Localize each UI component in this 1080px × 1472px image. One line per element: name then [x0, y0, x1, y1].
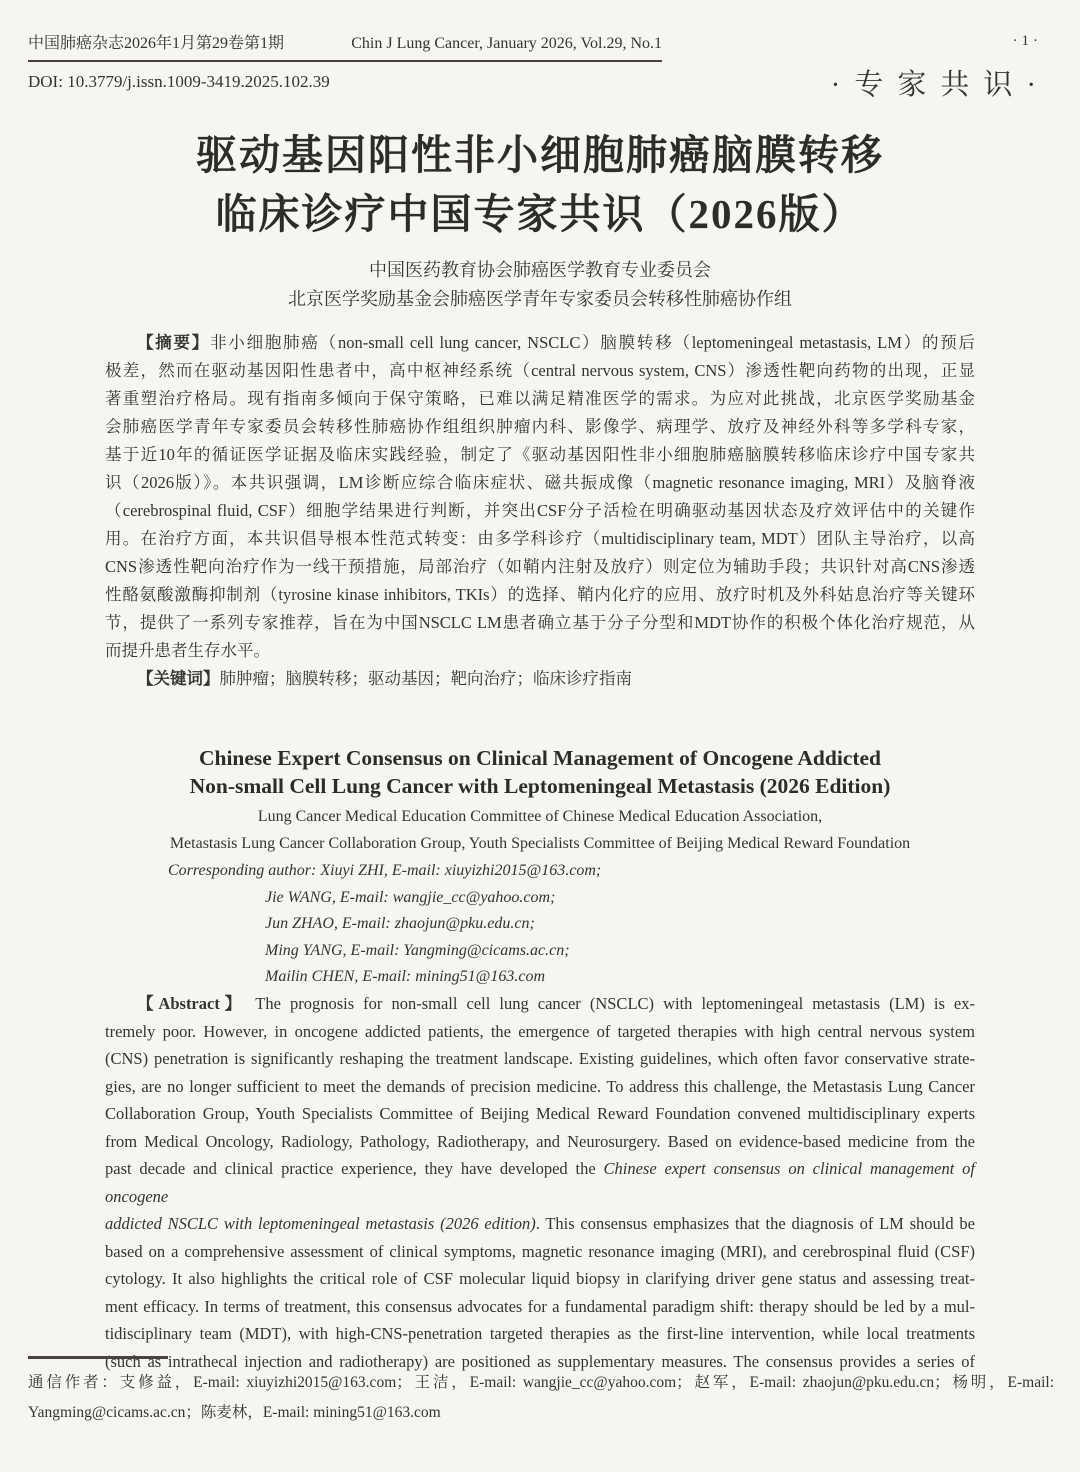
journal-header [28, 30, 662, 62]
affiliation-cn-line2: 北京医学奖励基金会肺癌医学青年专家委员会转移性肺癌协作组 [288, 289, 792, 309]
abstract-en-line: based on a comprehensive assessment of clinical symptoms, magnetic resonance imaging (MRI), and cerebrospinal fluid (CSF) [105, 1241, 975, 1261]
article-title-en [0, 744, 1080, 800]
journal-title-en: Chin J Lung Cancer, January 2026, Vol.29, No.1 [351, 35, 662, 52]
footnote-line: Yangming@cicams.ac.cn；陈麦林，E-mail: mining51@163.com [28, 1404, 441, 1421]
footnote-corresponding [28, 1368, 1054, 1428]
page-number: ·1· [1012, 33, 1042, 49]
abstract-cn-line: 会肺癌医学青年专家委员会转移性肺癌协作组组织肿瘤内科、影像学、病理学、放疗及神经外科等多学科专家， [105, 417, 975, 436]
article-title-cn [0, 126, 1080, 244]
abstract-en-line: tremely poor. However, in oncogene addicted patients, the emergence of targeted therapies with high central nervous system [105, 1021, 975, 1041]
abstract-cn-line: 节，提供了一系列专家推荐，旨在为中国NSCLC LM患者确立基于分子分型和MDT协作的积极个体化治疗规范，从 [105, 613, 975, 632]
footnote-line: 通信作者：支修益，E-mail: xiuyizhi2015@163.com；王洁，E-mail: wangjie_cc@yahoo.com；赵军，E-mail: zhaojun@pku.edu.cn；杨明，E-mail: [28, 1374, 1054, 1391]
abstract-en-line: past decade and clinical practice experience, they have developed the Chinese expert consensus on clinical management of oncogene [105, 1159, 975, 1206]
abstract-en-text: The prognosis for non-small cell lung cancer (NSCLC) with leptomeningeal metastasis (LM) is ex- [255, 994, 976, 1013]
abstract-cn-line: （cerebrospinal fluid, CSF）细胞学结果进行判断，并突出CSF分子活检在明确驱动基因状态及疗效评估中的关键作 [105, 501, 975, 520]
corresponding-entry: Jie WANG, E-mail: wangjie_cc@yahoo.com; [265, 888, 556, 906]
article-title-en-line1: Chinese Expert Consensus on Clinical Management of Oncogene Addicted [198, 746, 882, 770]
abstract-cn-line: 著重塑治疗格局。现有指南多倾向于保守策略，已难以满足精准医学的需求。为应对此挑战，北京医学奖励基金 [105, 389, 975, 408]
journal-title-cn: 中国肺癌杂志2026年1月第29卷第1期 [28, 35, 285, 52]
abstract-en-line [105, 990, 975, 1018]
keywords-cn-text: 肺肿瘤；脑膜转移；驱动基因；靶向治疗；临床诊疗指南 [219, 669, 632, 688]
keywords-cn-label: 【关键词】 [137, 670, 220, 688]
affiliation-en-line1: Lung Cancer Medical Education Committee of Chinese Medical Education Association, [257, 808, 823, 825]
abstract-cn-line: 而提升患者生存水平。 [105, 641, 270, 660]
abstract-cn-line: 基于近10年的循证医学证据及临床实践经验，制定了《驱动基因阳性非小细胞肺癌脑膜转移临床诊疗中国专家共 [105, 445, 975, 464]
affiliations-cn [0, 256, 1080, 314]
corresponding-entry: Mailin CHEN, E-mail: mining51@163.com [265, 968, 546, 985]
abstract-cn-line: 识（2026版）》。本共识强调，LM诊断应综合临床症状、磁共振成像（magnetic resonance imaging, MRI）及脑脊液 [105, 473, 975, 492]
abstract-cn-line: CNS渗透性靶向治疗作为一线干预措施，局部治疗（如鞘内注射及放疗）则定位为辅助手段；共识针对高CNS渗透 [105, 557, 975, 576]
corresponding-entry: Ming YANG, E-mail: Yangming@cicams.ac.cn; [265, 941, 570, 959]
affiliation-en-line2: Metastasis Lung Cancer Collaboration Group, Youth Specialists Committee of Beijing Medical Reward Foundation [169, 835, 911, 852]
abstract-en-line: ment efficacy. In terms of treatment, this consensus advocates for a fundamental paradigm shift: therapy should be led by a mul- [105, 1296, 975, 1316]
abstract-en-line: tidisciplinary team (MDT), with high-CNS-penetration targeted therapies as the first-line intervention, while local treatments [105, 1324, 975, 1343]
abstract-en-line: (such as intrathecal injection and radiotherapy) are positioned as supplementary measures. The consensus provides a series of [105, 1351, 975, 1371]
abstract-cn-line: 用。在治疗方面，本共识倡导根本性范式转变：由多学科诊疗（multidisciplinary team, MDT）团队主导治疗，以高 [105, 529, 975, 548]
abstract-cn [105, 329, 975, 693]
abstract-cn-line: 性酪氨酸激酶抑制剂（tyrosine kinase inhibitors, TKIs）的选择、鞘内化疗的应用、放疗时机及外科姑息治疗等关键环 [105, 585, 975, 604]
abstract-en-line: gies, are no longer sufficient to meet the demands of precision medicine. To address this challenge, the Metastasis Lung Cancer [105, 1076, 975, 1096]
corresponding-entry: Jun ZHAO, E-mail: zhaojun@pku.edu.cn; [265, 915, 535, 932]
abstract-en-line: Collaboration Group, Youth Specialists Committee of Beijing Medical Reward Foundation convened multidisciplinary experts [105, 1104, 975, 1123]
abstract-cn-line: 极差，然而在驱动基因阳性患者中，高中枢神经系统（central nervous system, CNS）渗透性靶向药物的出现，正显 [105, 361, 975, 380]
article-title-cn-line1: 驱动基因阳性非小细胞肺癌脑膜转移 [196, 132, 884, 178]
abstract-en-line: cytology. It also highlights the critical role of CSF molecular liquid biopsy in clarifying driver gene status and assessing treat- [105, 1269, 975, 1288]
abstract-en-label: 【Abstract】 [137, 994, 247, 1013]
abstract-cn-line [105, 329, 975, 357]
section-label: ·专家共识· [830, 69, 1050, 101]
affiliations-en [0, 803, 1080, 857]
keywords-cn [105, 665, 975, 693]
article-title-cn-line2: 临床诊疗中国专家共识（2026版） [215, 191, 865, 237]
affiliation-cn-line1: 中国医药教育协会肺癌医学教育专业委员会 [369, 260, 711, 280]
doi: DOI: 10.3779/j.issn.1009-3419.2025.102.39 [28, 72, 330, 91]
abstract-cn-label: 【摘要】 [137, 334, 211, 352]
abstract-en-line: from Medical Oncology, Radiology, Pathology, Radiotherapy, and Neurosurgery. Based on evidence-based medicine from the [105, 1131, 975, 1151]
abstract-en-line: addicted NSCLC with leptomeningeal metastasis (2026 edition). This consensus emphasizes that the diagnosis of LM should be [105, 1214, 975, 1233]
corresponding-authors [168, 858, 601, 991]
article-title-en-line2: Non-small Cell Lung Cancer with Leptomeningeal Metastasis (2026 Edition) [189, 774, 891, 798]
corresponding-entry [168, 858, 601, 885]
abstract-cn-text: 非小细胞肺癌（non-small cell lung cancer, NSCLC）脑膜转移（leptomeningeal metastasis, LM）的预后 [210, 333, 975, 352]
corresponding-author: Xiuyi ZHI, E-mail: xiuyizhi2015@163.com; [320, 862, 602, 879]
footnote-divider [28, 1356, 168, 1359]
abstract-en-line: (CNS) penetration is significantly reshaping the treatment landscape. Existing guidelines, which often favor conservative strate- [105, 1049, 975, 1068]
abstract-en [105, 990, 975, 1375]
corresponding-prefix: Corresponding author: [168, 862, 321, 879]
